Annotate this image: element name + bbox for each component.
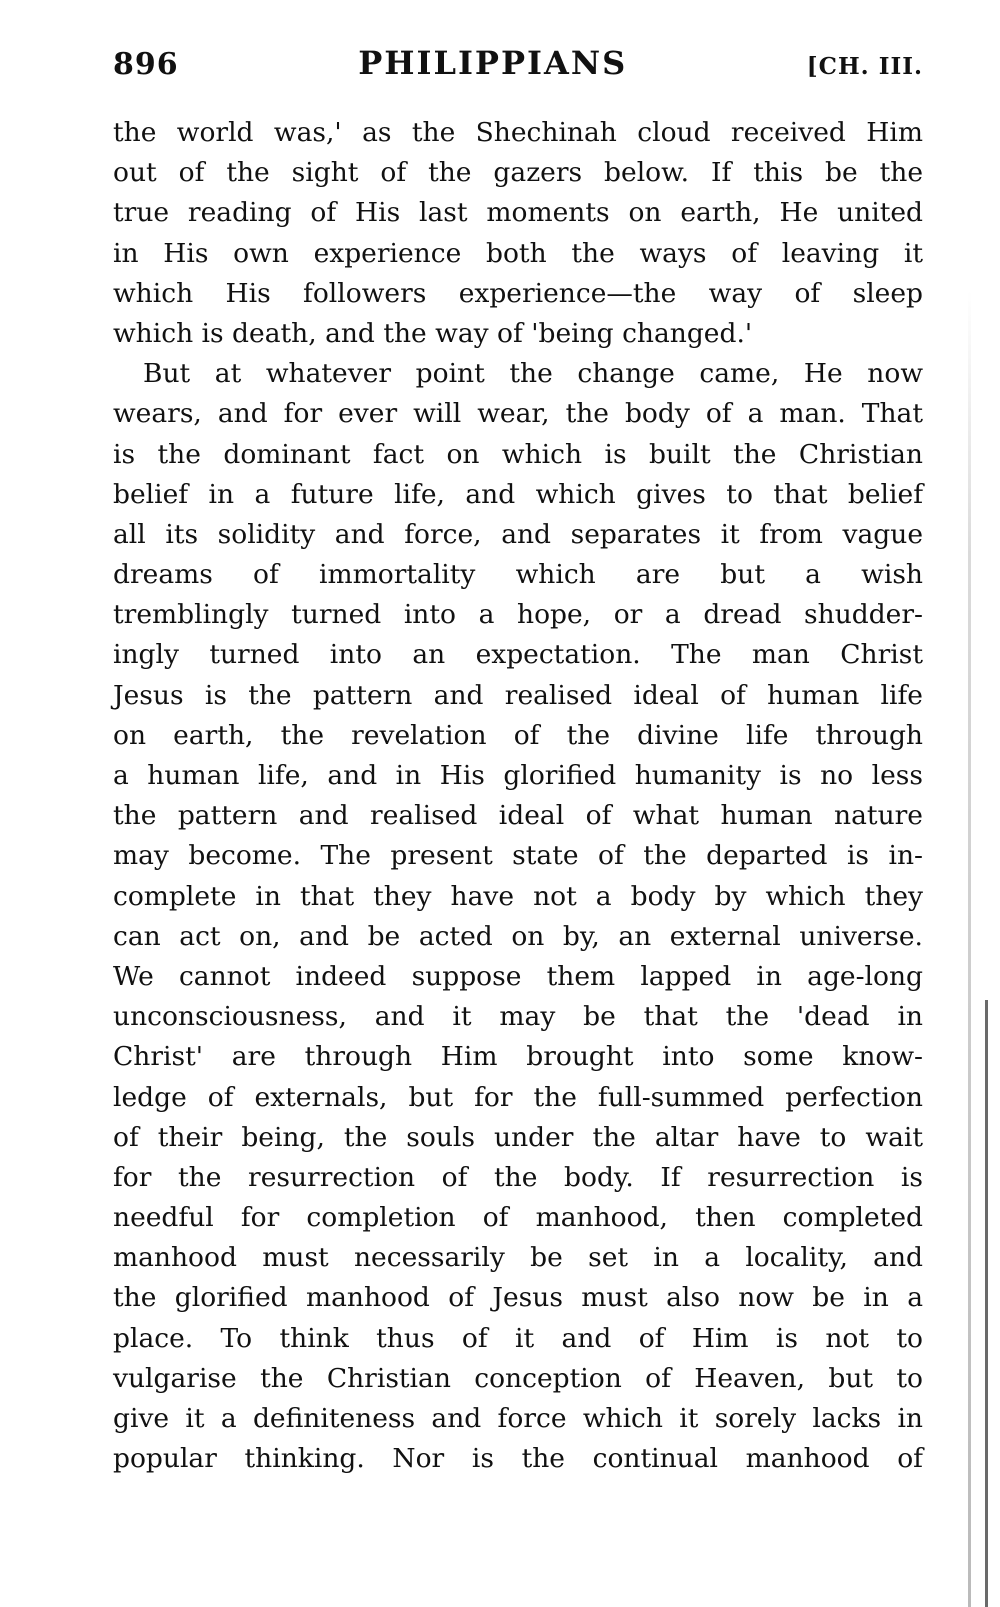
text-line: a human life, and in His glorified humanity is no less bbox=[113, 760, 923, 791]
text-line: the pattern and realised ideal of what human nature bbox=[113, 800, 923, 832]
text-line: needful for completion of manhood, then completed bbox=[113, 1202, 923, 1234]
text-line: Jesus is the pattern and realised ideal of human life bbox=[113, 679, 923, 711]
page-binding-shadow bbox=[968, 290, 971, 1607]
text-line: on earth, the revelation of the divine life through bbox=[113, 719, 923, 751]
running-head bbox=[113, 44, 923, 96]
text-line: place. To think thus of it and of Him is not to bbox=[113, 1322, 923, 1354]
page-edge-line bbox=[985, 1000, 988, 1607]
page-number: 896 bbox=[113, 47, 179, 82]
text-line: Christ' are through Him brought into some know- bbox=[113, 1041, 923, 1073]
text-line: tremblingly turned into a hope, or a dread shudder- bbox=[113, 599, 923, 631]
text-line: ledge of externals, but for the full-summed perfection bbox=[113, 1081, 923, 1113]
book-title: PHILIPPIANS bbox=[358, 44, 628, 82]
text-line: in His own experience both the ways of leaving it bbox=[113, 237, 923, 269]
text-line: dreams of immortality which are but a wish bbox=[113, 559, 923, 591]
text-line: which His followers experience—the way of sleep bbox=[113, 277, 923, 309]
text-line: wears, and for ever will wear, the body of a man. That bbox=[113, 398, 923, 430]
text-line: vulgarise the Christian conception of Heaven, but to bbox=[113, 1362, 923, 1394]
chapter-reference: [CH. III. bbox=[806, 53, 923, 80]
text-line: out of the sight of the gazers below. If this be the bbox=[113, 157, 923, 189]
text-line: manhood must necessarily be set in a locality, and bbox=[113, 1242, 923, 1274]
text-line: may become. The present state of the departed is in- bbox=[113, 840, 923, 872]
text-line: of their being, the souls under the altar have to wait bbox=[113, 1121, 923, 1153]
text-line: unconsciousness, and it may be that the 'dead in bbox=[113, 1001, 923, 1033]
text-line: We cannot indeed suppose them lapped in age-long bbox=[113, 960, 923, 992]
text-line: belief in a future life, and which gives to that belief bbox=[113, 478, 923, 510]
text-line: for the resurrection of the body. If resurrection is bbox=[113, 1161, 923, 1193]
text-line: true reading of His last moments on earth, He united bbox=[113, 197, 923, 229]
text-line: the glorified manhood of Jesus must also now be in a bbox=[113, 1282, 923, 1314]
body-text bbox=[113, 113, 923, 1479]
text-line: ingly turned into an expectation. The man Christ bbox=[113, 639, 923, 671]
text-line: can act on, and be acted on by, an external universe. bbox=[113, 920, 923, 952]
text-line: popular thinking. Nor is the continual manhood of bbox=[113, 1443, 923, 1475]
paragraph-1 bbox=[113, 113, 923, 354]
text-line: give it a definiteness and force which it sorely lacks in bbox=[113, 1403, 923, 1434]
text-line: complete in that they have not a body by which they bbox=[113, 880, 923, 912]
text-line: all its solidity and force, and separates it from vague bbox=[113, 518, 923, 550]
text-line: which is death, and the way of 'being changed.' bbox=[113, 317, 753, 349]
text-line: the world was,' as the Shechinah cloud received Him bbox=[113, 117, 923, 148]
text-line: But at whatever point the change came, He now bbox=[143, 358, 923, 390]
paragraph-2 bbox=[113, 354, 923, 1479]
text-line: is the dominant fact on which is built the Christian bbox=[113, 438, 923, 470]
